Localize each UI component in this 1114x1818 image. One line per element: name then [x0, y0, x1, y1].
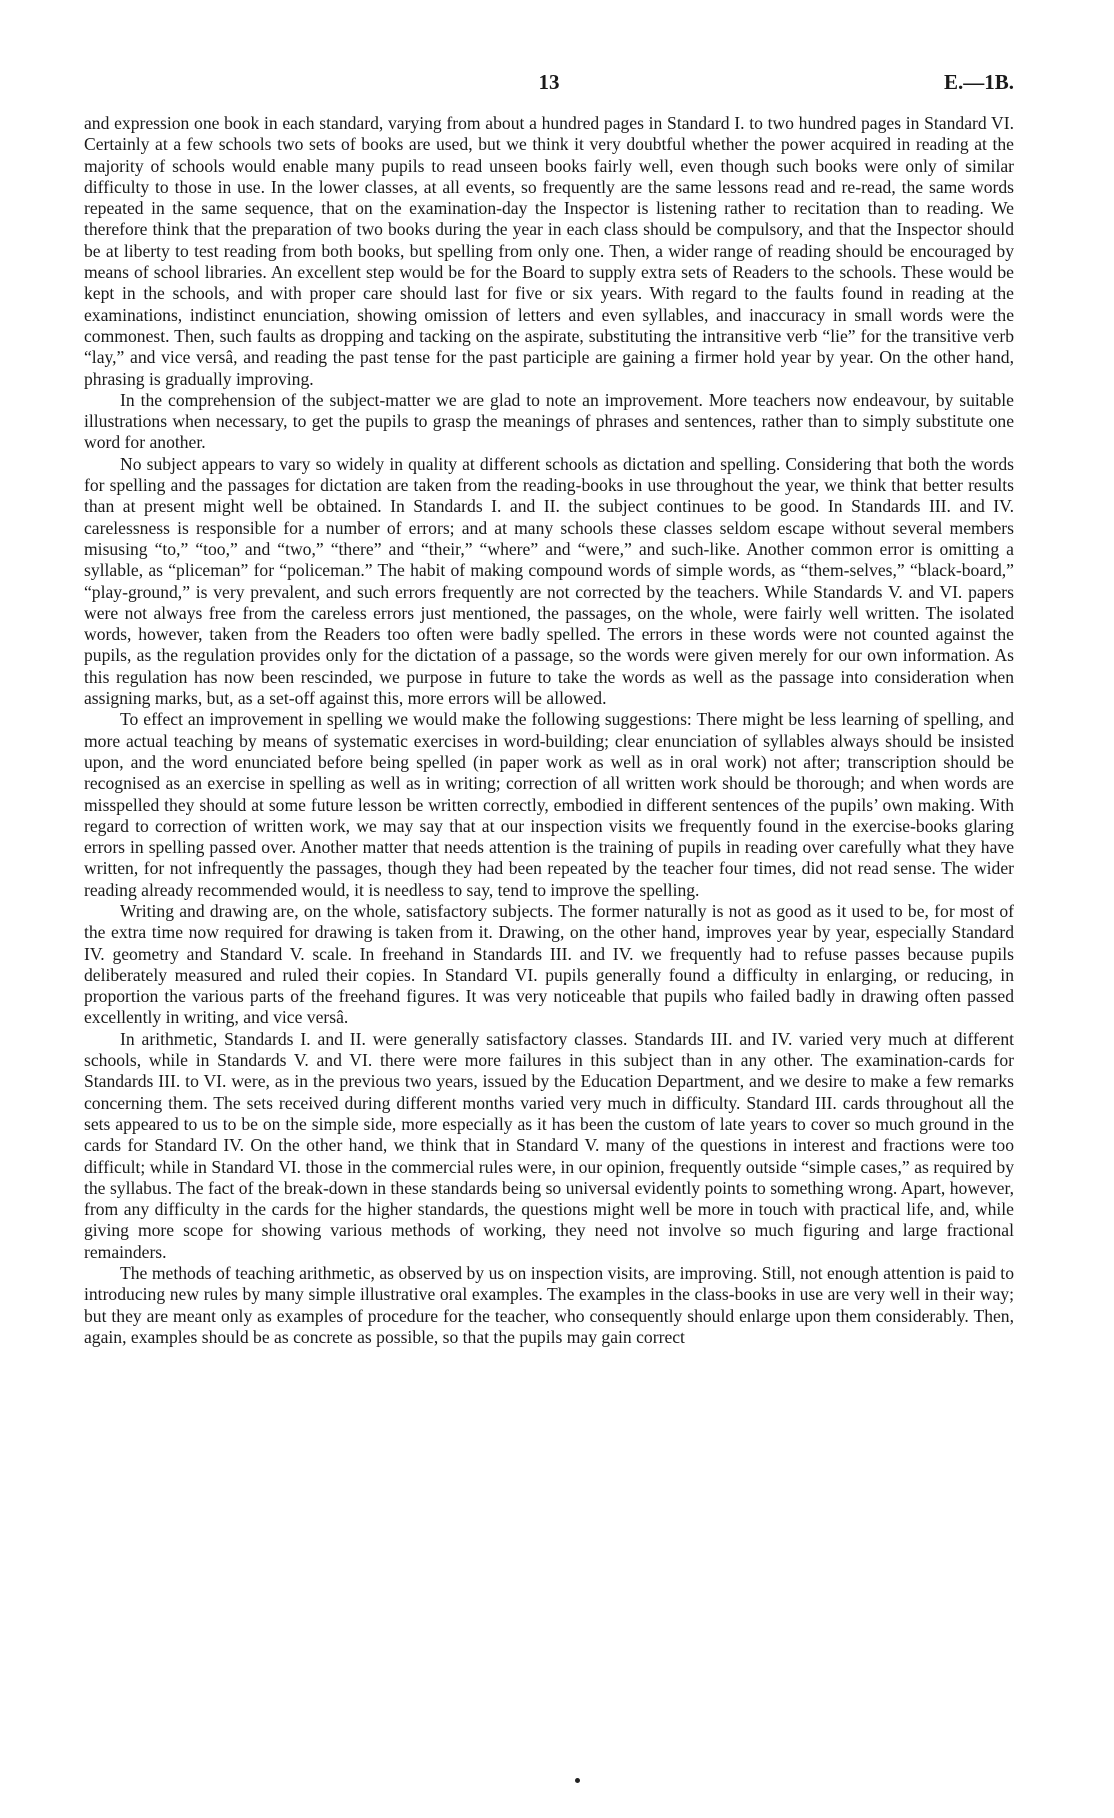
- body-text: [84, 113, 1014, 1348]
- paragraph: Writing and drawing are, on the whole, satisfactory subjects. The former naturally is not as good as it used to be, for most of the extra time now required for drawing is taken from it. Drawing, on the other hand, improves year by year, especially Standard IV. geometry and Standard V. scale. In freehand in Standards III. and IV. we frequently had to refuse passes because pupils deliberately measured and ruled their copies. In Standard VI. pupils generally found a difficulty in enlarging, or reducing, in proportion the various parts of the freehand figures. It was very noticeable that pupils who failed badly in drawing often passed excellently in writing, and vice versâ.: [84, 900, 1014, 1028]
- document-reference: E.—1B.: [943, 70, 1014, 94]
- paragraph: To effect an improvement in spelling we would make the following suggestions: There might be less learning of spelling, and more actual teaching by means of systematic exercises in word-building; clear enunciation of syllables always should be insisted upon, and the word enunciated before being spelled (in paper work as well as in oral work) not after; transcription should be recognised as an exercise in spelling as well as in writing; correction of all written work should be thorough; and when words are misspelled they should at some future lesson be written correctly, embodied in different sentences of the pupils’ own making. With regard to correction of written work, we may say that at our inspection visits we frequently found in the exercise-books glaring errors in spelling passed over. Another matter that needs attention is the training of pupils in reading over carefully what they have written, for not infrequently the passages, though they had been repeated by the teacher four times, did not read sense. The wider reading already recommended would, it is needless to say, tend to improve the spelling.: [84, 709, 1014, 900]
- paragraph: No subject appears to vary so widely in quality at different schools as dictation and spelling. Considering that both the words for spelling and the passages for dictation are taken from the reading-books in use throughout the year, we think that better results than at present might well be obtained. In Standards I. and II. the subject continues to be good. In Standards III. and IV. carelessness is responsible for a number of errors; and at many schools these classes seldom escape without several members misusing “to,” “too,” and “two,” “there” and “their,” “where” and “were,” and such-like. Another common error is omitting a syllable, as “pliceman” for “policeman.” The habit of making compound words of simple words, as “them-selves,” “black-board,” “play-ground,” is very prevalent, and such errors frequently are not corrected by the teachers. While Standards V. and VI. papers were not always free from the careless errors just mentioned, the passages, on the whole, were fairly well written. The isolated words, however, taken from the Readers too often were badly spelled. The errors in these words were not counted against the pupils, as the regulation provides only for the dictation of a passage, so the words were given merely for our own information. As this regulation has now been rescinded, we purpose in future to take the words as well as the passage into consideration when assigning marks, but, as a set-off against this, more errors will be allowed.: [84, 453, 1014, 709]
- print-mark: [575, 1778, 580, 1783]
- paragraph: In arithmetic, Standards I. and II. were generally satisfactory classes. Standards III. and IV. varied very much at different schools, while in Standards V. and VI. there were more failures in this subject than in any other. The examination-cards for Standards III. to VI. were, as in the previous two years, issued by the Education Department, and we desire to make a few remarks concerning them. The sets received during different months varied very much in difficulty. Standard III. cards throughout all the sets appeared to us to be on the simple side, more especially as it has been the custom of late years to cover so much ground in the cards for Standard IV. On the other hand, we think that in Standard V. many of the questions in interest and fractions were too difficult; while in Standard VI. those in the commercial rules were, in our opinion, frequently outside “simple cases,” as required by the syllabus. The fact of the break-down in these standards being so universal evidently points to something wrong. Apart, however, from any difficulty in the cards for the higher standards, the questions might well be more in touch with practical life, and, while giving more scope for showing various methods of working, they need not involve so much figuring and large fractional remainders.: [84, 1028, 1014, 1262]
- paragraph: In the comprehension of the subject-matter we are glad to note an improvement. More teachers now endeavour, by suitable illustrations when necessary, to get the pupils to grasp the meanings of phrases and sentences, rather than to simply substitute one word for another.: [84, 389, 1014, 453]
- page-header: [84, 70, 1014, 100]
- page-number: 13: [538, 70, 560, 94]
- paragraph: The methods of teaching arithmetic, as observed by us on inspection visits, are improving. Still, not enough attention is paid to introducing new rules by many simple illustrative oral examples. The examples in the class-books in use are very well in their way; but they are meant only as examples of procedure for the teacher, who consequently should enlarge upon them considerably. Then, again, examples should be as concrete as possible, so that the pupils may gain correct: [84, 1263, 1014, 1347]
- paragraph: and expression one book in each standard, varying from about a hundred pages in Standard I. to two hundred pages in Standard VI. Certainly at a few schools two sets of books are used, but we think it very doubtful whether the power acquired in reading at the majority of schools would enable many pupils to read unseen books fairly well, even though such books were only of similar difficulty to those in use. In the lower classes, at all events, so frequently are the same lessons read and re-read, the same words repeated in the same sequence, that on the examination-day the Inspector is listening rather to recitation than to reading. We therefore think that the preparation of two books during the year in each class should be compulsory, and that the Inspector should be at liberty to test reading from both books, but spelling from only one. Then, a wider range of reading should be encouraged by means of school libraries. An excellent step would be for the Board to supply extra sets of Readers to the schools. These would be kept in the schools, and with proper care should last for five or six years. With regard to the faults found in reading at the examinations, indistinct enunciation, showing omission of letters and even syllables, and inaccuracy in small words were the commonest. Then, such faults as dropping and tacking on the aspirate, substituting the intransitive verb “lie” for the transitive verb “lay,” and vice versâ, and reading the past tense for the past participle are gaining a firmer hold year by year. On the other hand, phrasing is gradually improving.: [84, 113, 1014, 389]
